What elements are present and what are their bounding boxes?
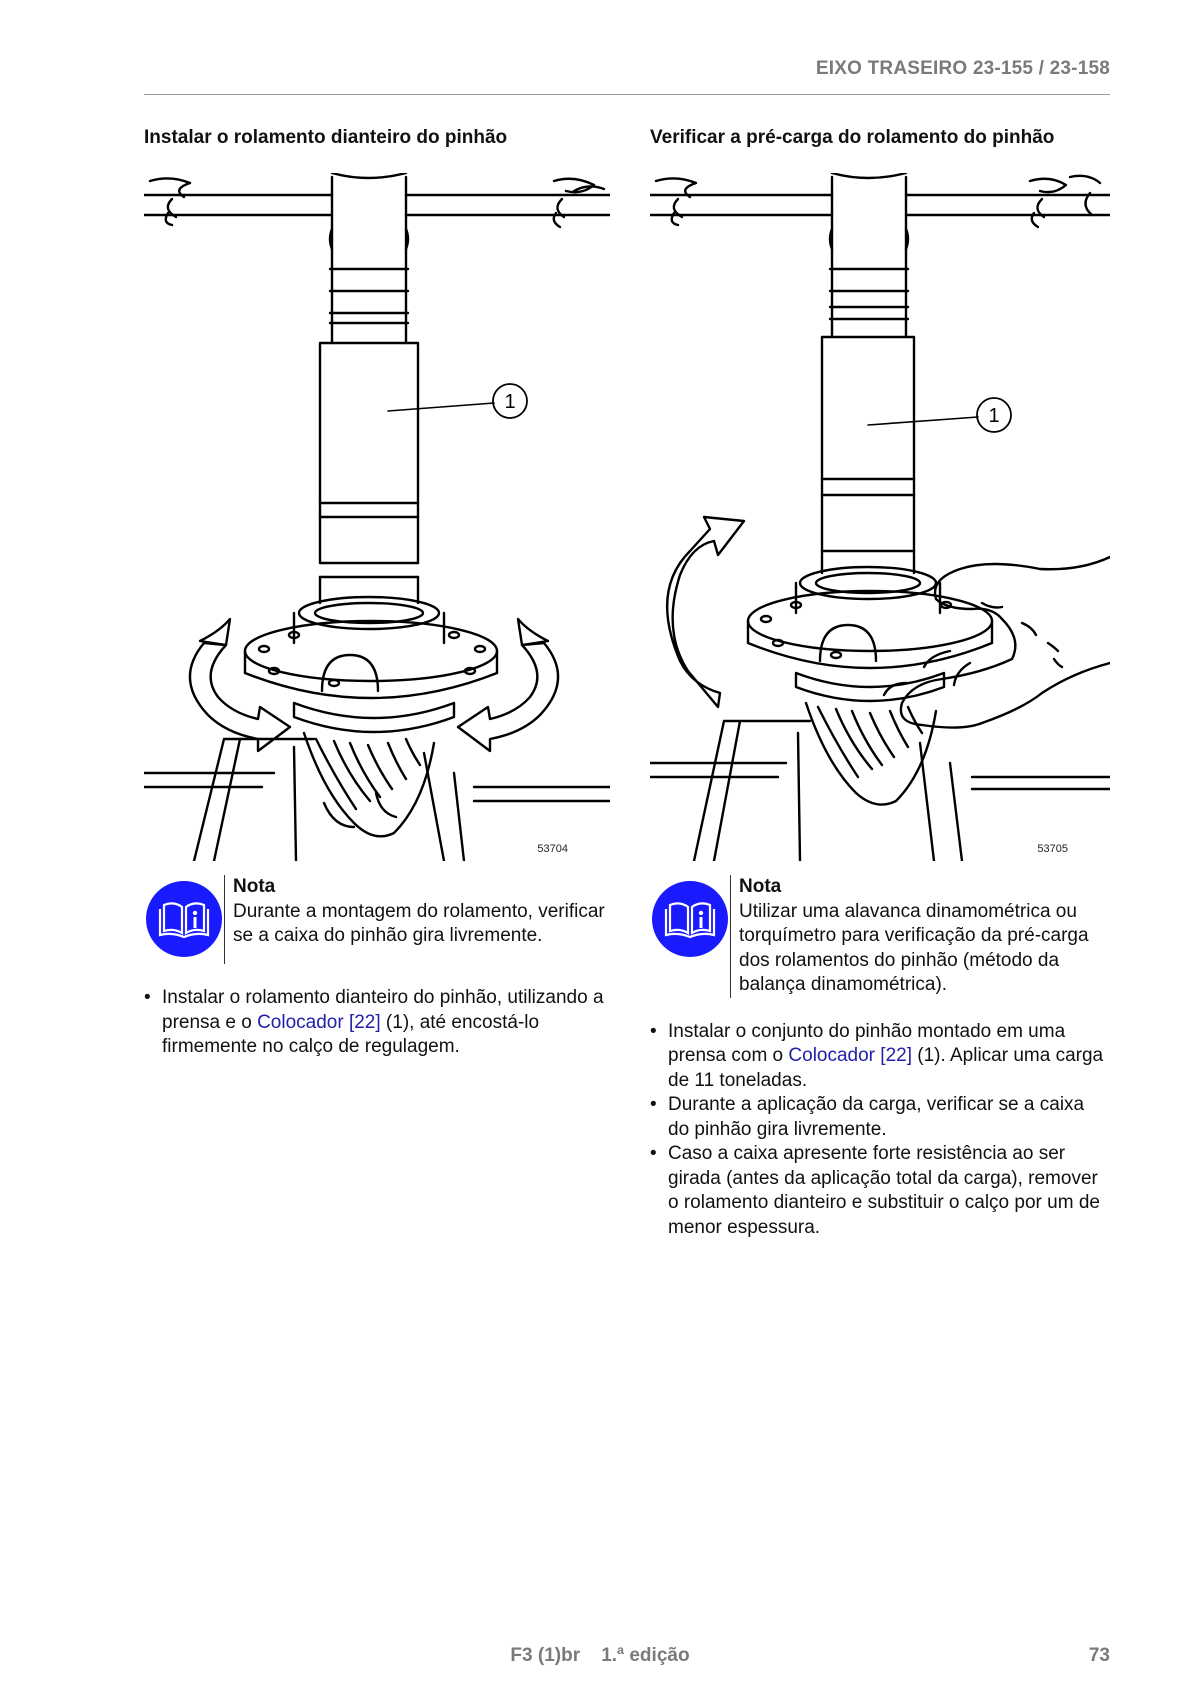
- list-item-text: (1), até encostá-lo firmemente no calço de regulagem.: [162, 1011, 540, 1057]
- footer-doc-text: F3 (1)br 1.ª edição: [510, 1645, 690, 1666]
- list-item-text: Instalar o rolamento dianteiro do pinhão, utilizando a prensa e o: [162, 987, 604, 1033]
- footer-document-id: [0, 1645, 1200, 1667]
- left-note-text: Durante a montagem do rolamento, verificar se a caixa do pinhão gira livremente.: [233, 900, 605, 946]
- info-manual-icon: [144, 875, 224, 964]
- page-number: 73: [1088, 1645, 1110, 1666]
- left-bullet-list: [144, 986, 610, 1060]
- list-item-text: (1). Aplicar uma carga de 11 toneladas.: [668, 1045, 1104, 1091]
- left-callout-label: 1: [504, 391, 516, 413]
- list-item: [144, 986, 610, 1060]
- left-note: [144, 875, 610, 964]
- left-figure: [144, 173, 610, 861]
- right-note-body: [730, 875, 1110, 998]
- list-item-text: Instalar o conjunto do pinhão montado em uma prensa com o: [668, 1020, 1066, 1066]
- colocador-link[interactable]: Colocador [22]: [788, 1045, 912, 1066]
- left-figure-number: 53704: [537, 843, 568, 855]
- list-item: • Durante a aplicação da carga, verificar se a caixa do pinhão gira livremente.: [650, 1093, 1110, 1142]
- list-item: • Caso a caixa apresente forte resistência ao ser girada (antes da aplicação total da carga), remover o rolamento dianteiro e substituir o calço por um de menor espessura.: [650, 1142, 1110, 1240]
- right-note-text: Utilizar uma alavanca dinamométrica ou torquímetro para verificação da pré-carga dos rolamentos do pinhão (método da balança dinamométrica).: [739, 900, 1089, 995]
- right-figure-number: 53705: [1037, 843, 1068, 855]
- left-note-body: [224, 875, 610, 964]
- right-figure: [650, 173, 1110, 861]
- right-column: [650, 120, 1110, 1240]
- preload-check-illustration: [650, 173, 1110, 861]
- left-section-title: Instalar o rolamento dianteiro do pinhão: [144, 127, 508, 148]
- right-section-title: Verificar a pré-carga do rolamento do pinhão: [650, 127, 1055, 148]
- header-divider: [144, 94, 1110, 95]
- left-note-title: Nota: [233, 876, 276, 897]
- right-note: [650, 875, 1110, 998]
- right-callout-label: 1: [988, 405, 1000, 427]
- colocador-link[interactable]: Colocador [22]: [257, 1011, 381, 1033]
- info-manual-icon: [650, 875, 730, 998]
- header-title: EIXO TRASEIRO 23-155 / 23-158: [815, 58, 1110, 79]
- right-note-title: Nota: [739, 876, 782, 897]
- right-bullet-list: [650, 1020, 1110, 1241]
- press-install-illustration: [144, 173, 610, 861]
- left-column: [144, 120, 610, 1060]
- list-item: [650, 1020, 1110, 1094]
